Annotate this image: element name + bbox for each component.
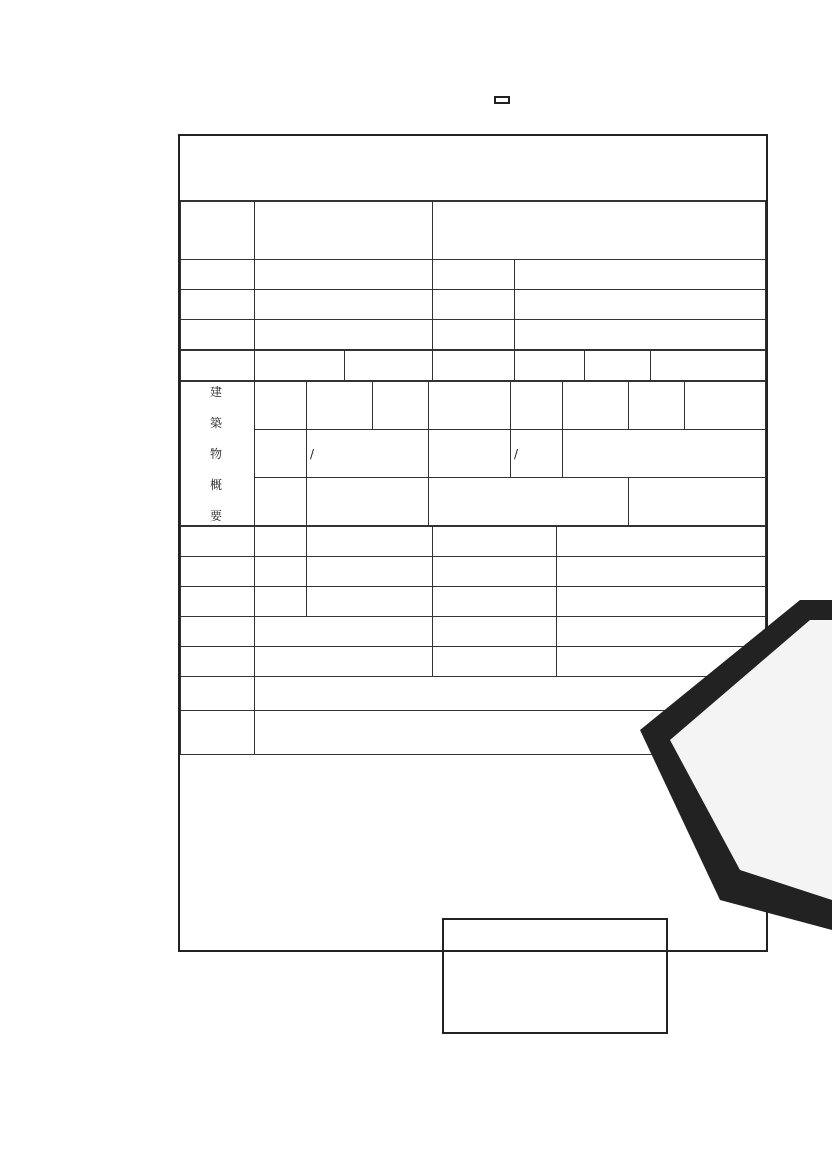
floors-header-use (429, 382, 511, 430)
owner-label (181, 202, 255, 260)
shelter-label (255, 430, 307, 478)
back-reference-tag (494, 96, 510, 104)
folded-corner (620, 600, 832, 930)
area-other-label (345, 351, 433, 381)
remarks-label (181, 711, 255, 755)
designer-label (181, 527, 255, 557)
contractor-name (307, 587, 433, 617)
type-label (181, 260, 255, 290)
area-table (180, 350, 766, 381)
site-label (181, 320, 255, 350)
struct-label (433, 260, 515, 290)
lot-value (515, 320, 766, 350)
cost-value (255, 617, 433, 647)
floors-table (180, 381, 766, 526)
roof-label (563, 430, 766, 478)
info-table (180, 201, 766, 350)
contractor-firm-label (433, 587, 557, 617)
supervisor-label (181, 557, 255, 587)
supervisor-office (557, 557, 766, 587)
floors-header-item-right (511, 382, 563, 430)
designer-office-label (433, 527, 557, 557)
supervisor-office-label (433, 557, 557, 587)
coverage-value (585, 351, 651, 381)
floors-header-height-right (629, 382, 685, 430)
issue-date (255, 647, 433, 677)
owner-address (433, 202, 766, 260)
floors-header-area-right (563, 382, 629, 430)
contractor-name-label (255, 587, 307, 617)
permit-label (181, 677, 255, 711)
building-height-value (629, 478, 766, 526)
parking-label (429, 430, 511, 478)
supervisor-name-label (255, 557, 307, 587)
cost-label (181, 617, 255, 647)
start-label (433, 647, 557, 677)
site-address (255, 320, 433, 350)
title-row (180, 136, 766, 201)
floors-header-item (255, 382, 307, 430)
floor-height-value (307, 478, 429, 526)
zone-label (181, 290, 255, 320)
supervisor-name (307, 557, 433, 587)
floor-height-label (255, 478, 307, 526)
owner-value (255, 202, 433, 260)
designer-name-label (255, 527, 307, 557)
area-arcade (255, 351, 345, 381)
struct-value (515, 260, 766, 290)
legal-open-area-label (651, 351, 766, 381)
contractor-label (181, 587, 255, 617)
floors-header-use-right (685, 382, 766, 430)
coverage-label (515, 351, 585, 381)
floors-header-height (373, 382, 429, 430)
units-label (433, 290, 515, 320)
type-value (255, 260, 433, 290)
signer-stamps (442, 918, 668, 1034)
area-label (181, 351, 255, 381)
area-other-value (433, 351, 515, 381)
designer-name (307, 527, 433, 557)
zone-value (255, 290, 433, 320)
designer-office (557, 527, 766, 557)
floors-header-area (307, 382, 373, 430)
shelter-values: / (307, 430, 429, 478)
building-height-label (429, 478, 629, 526)
issue-label (181, 647, 255, 677)
lot-label (433, 320, 515, 350)
units-value (515, 290, 766, 320)
parking-values: / (511, 430, 563, 478)
building-outline-label: 建 築 物 概 要 (181, 382, 255, 526)
completion-label (433, 617, 557, 647)
